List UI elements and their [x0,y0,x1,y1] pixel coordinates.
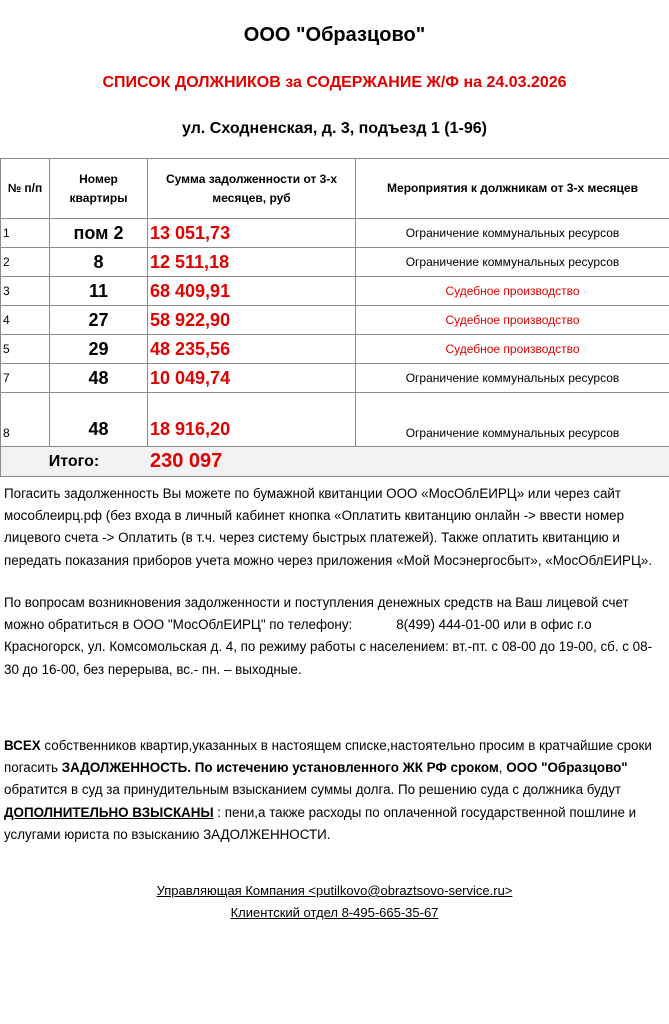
contact-info-paragraph [4,592,666,681]
warning-tail: : пени,а также расходы по оплаченной государственной пошлине и услугами юриста по взысканию ЗАДОЛЖЕННОСТИ. [4,804,637,842]
measure: Ограничение коммунальных ресурсов [356,248,669,277]
contact-text: По вопросам возникновения задолженности и поступления денежных средств на Ваш лицевой счет можно обратиться в ООО "МосОблЕИРЦ" по телефону: [4,595,629,633]
row-number: 7 [1,364,50,393]
debt-sum: 18 916,20 [148,393,356,447]
warning-deadline: По истечению установленного ЖК РФ сроком [190,760,499,776]
apartment-number: 27 [50,306,148,335]
total-label: Итого: [1,447,148,477]
table-row [1,219,669,248]
table-row [1,277,669,306]
measure: Судебное производство [356,306,669,335]
col-header-debt-sum: Сумма задолженности от 3-х месяцев, руб [148,159,356,219]
warning-additional: ДОПОЛНИТЕЛЬНО ВЗЫСКАНЫ [4,804,214,820]
management-company-link[interactable]: Управляющая Компания <putilkovo@obraztsovo-service.ru> [156,883,513,898]
warning-text: собственников квартир,указанных в настоящем списке,настоятельно просим в кратчайшие сроки погасить [4,738,652,776]
total-row [1,447,669,477]
measure: Ограничение коммунальных ресурсов [356,393,669,447]
warning-court-text: обратится в суд за принудительным взысканием суммы долга. По решению суда с должника будут [4,782,622,798]
table-header-row [1,159,669,219]
total-value: 230 097 [148,447,356,477]
debtors-list-title: СПИСОК ДОЛЖНИКОВ за СОДЕРЖАНИЕ Ж/Ф на 24.03.2026 [102,74,567,91]
apartment-number: 29 [50,335,148,364]
organization-title: ООО "Образцово" [243,24,426,46]
row-number: 4 [1,306,50,335]
table-row [1,393,669,447]
debt-sum: 10 049,74 [148,364,356,393]
table-row [1,364,669,393]
table-row [1,248,669,277]
apartment-number: 11 [50,277,148,306]
debtors-table [0,158,669,477]
row-number: 5 [1,335,50,364]
debt-sum: 13 051,73 [148,219,356,248]
measure: Ограничение коммунальных ресурсов [356,219,669,248]
warning-debt: ЗАДОЛЖЕННОСТЬ. [61,760,191,776]
row-number: 3 [1,277,50,306]
apartment-number: пом 2 [50,219,148,248]
apartment-number: 48 [50,393,148,447]
office-hours-text: или в офис г.о Красногорск, ул. Комсомольская д. 4, по режиму работы с населением: вт.-пт. с 08-00 до 19-00, сб. с 08-30 до 16-00, без перерыва, вс.- пн. – выходные. [4,617,653,677]
debt-sum: 12 511,18 [148,248,356,277]
warning-comma: , [498,760,507,776]
warning-paragraph [4,735,666,846]
col-header-number: № п/п [1,159,50,219]
client-department-line: Клиентский отдел 8-495-665-35-67 [230,905,439,920]
measure: Ограничение коммунальных ресурсов [356,364,669,393]
warning-all: ВСЕХ [4,738,41,753]
debt-sum: 48 235,56 [148,335,356,364]
row-number: 8 [1,393,50,447]
debt-sum: 58 922,90 [148,306,356,335]
col-header-apartment: Номер квартиры [50,159,148,219]
apartment-number: 8 [50,248,148,277]
address-line: ул. Сходненская, д. 3, подъезд 1 (1-96) [182,120,487,137]
total-empty-cell [356,447,669,477]
table-row [1,335,669,364]
table-row [1,306,669,335]
row-number: 1 [1,219,50,248]
apartment-number: 48 [50,364,148,393]
warning-company: ООО "Образцово" [506,760,628,776]
phone-number: 8(499) 444-01-00 [396,617,500,633]
payment-info-paragraph: Погасить задолженность Вы можете по бумажной квитанции ООО «МосОблЕИРЦ» или через сайт мособлеирц.рф (без входа в личный кабинет кнопка «Оплатить квитанцию онлайн -> ввести номер лицевого счета -> Оплатить (в т.ч. через систему быстрых платежей). Также оплатить квитанцию и передать показания приборов учета можно через приложения «Мой Мосэнергосбыт», «МосОблЕИРЦ». [4,486,653,568]
measure: Судебное производство [356,335,669,364]
col-header-measures: Мероприятия к должникам от 3-х месяцев [356,159,669,219]
debt-sum: 68 409,91 [148,277,356,306]
row-number: 2 [1,248,50,277]
measure: Судебное производство [356,277,669,306]
